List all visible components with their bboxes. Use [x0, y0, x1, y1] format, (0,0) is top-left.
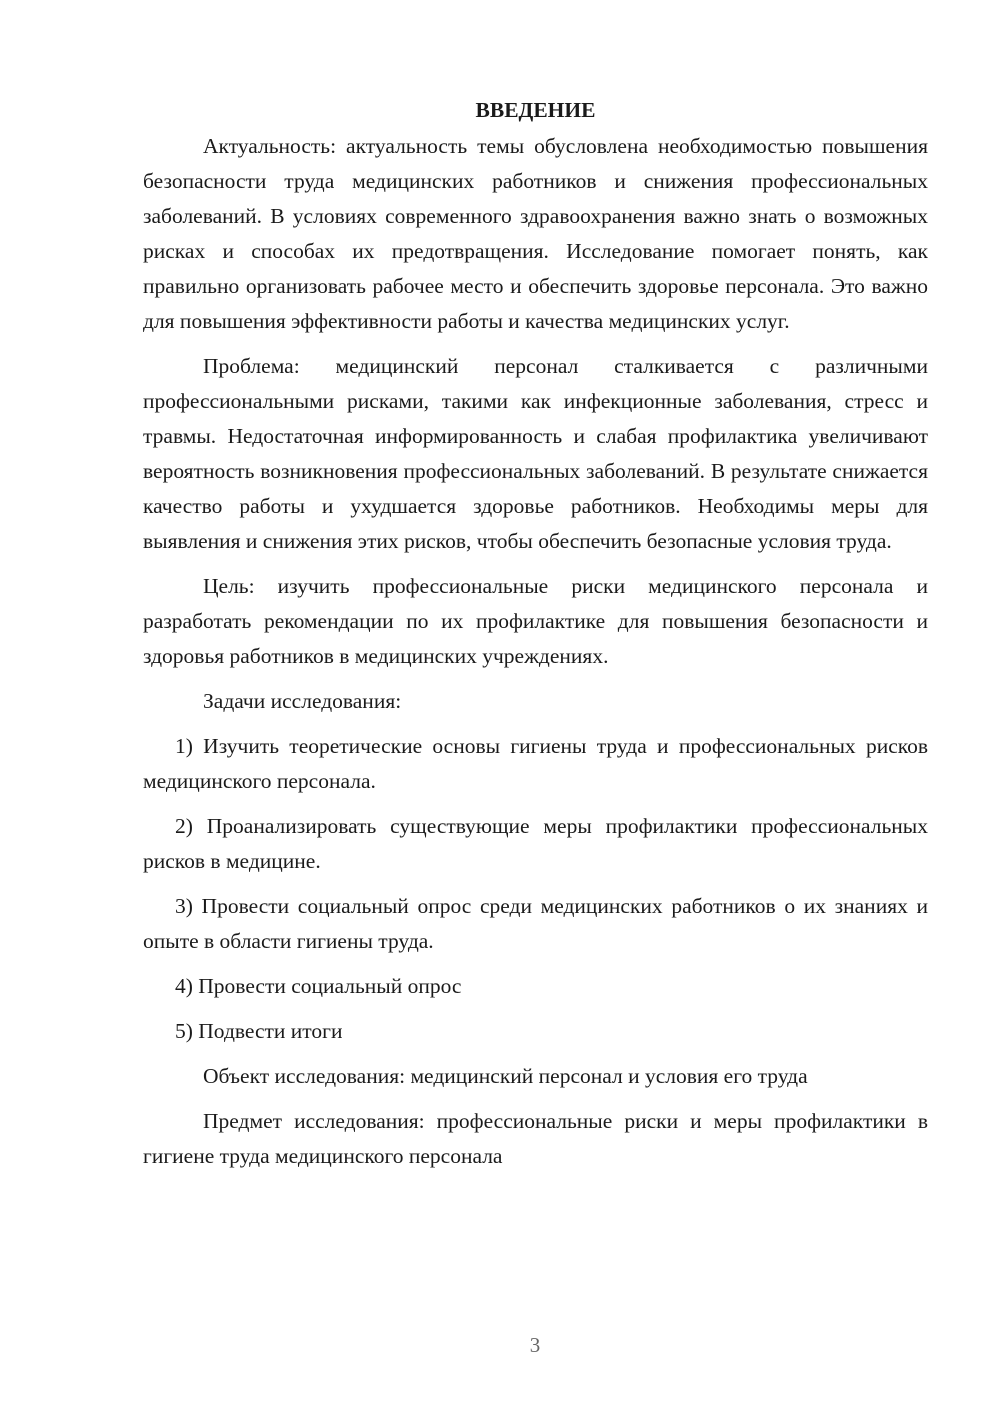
section-heading: ВВЕДЕНИЕ — [475, 98, 596, 122]
document-page — [143, 95, 928, 1184]
object-paragraph: Объект исследования: медицинский персонал и условия его труда — [203, 1064, 808, 1088]
task-item-4: 4) Провести социальный опрос — [175, 974, 462, 998]
task-item-2: 2) Проанализировать существующие меры профилактики профессиональных рисков в медицине. — [143, 814, 928, 873]
problem-paragraph: Проблема: медицинский персонал сталкивается с различными профессиональными рисками, такими как инфекционные заболевания, стресс и травмы. Недостаточная информированность и слабая профилактика увеличивают вероятность возникновения профессиональных заболеваний. В результате снижается качество работы и ухудшается здоровье работников. Необходимы меры для выявления и снижения этих рисков, чтобы обеспечить безопасные условия труда. — [143, 354, 928, 553]
relevance-paragraph: Актуальность: актуальность темы обусловлена необходимостью повышения безопасности труда медицинских работников и снижения профессиональных заболеваний. В условиях современного здравоохранения важно знать о возможных рисках и способах их предотвращения. Исследование помогает понять, как правильно организовать рабочее место и обеспечить здоровье персонала. Это важно для повышения эффективности работы и качества медицинских услуг. — [143, 134, 928, 333]
subject-paragraph: Предмет исследования: профессиональные риски и меры профилактики в гигиене труда медицинского персонала — [143, 1109, 928, 1168]
page-number: 3 — [529, 1333, 541, 1357]
task-item-3: 3) Провести социальный опрос среди медицинских работников о их знаниях и опыте в области гигиены труда. — [143, 894, 928, 953]
task-item-1: 1) Изучить теоретические основы гигиены труда и профессиональных рисков медицинского персонала. — [143, 734, 928, 793]
goal-paragraph: Цель: изучить профессиональные риски медицинского персонала и разработать рекомендации по их профилактике для повышения безопасности и здоровья работников в медицинских учреждениях. — [143, 574, 928, 668]
tasks-title: Задачи исследования: — [203, 689, 402, 713]
task-item-5: 5) Подвести итоги — [175, 1019, 343, 1043]
